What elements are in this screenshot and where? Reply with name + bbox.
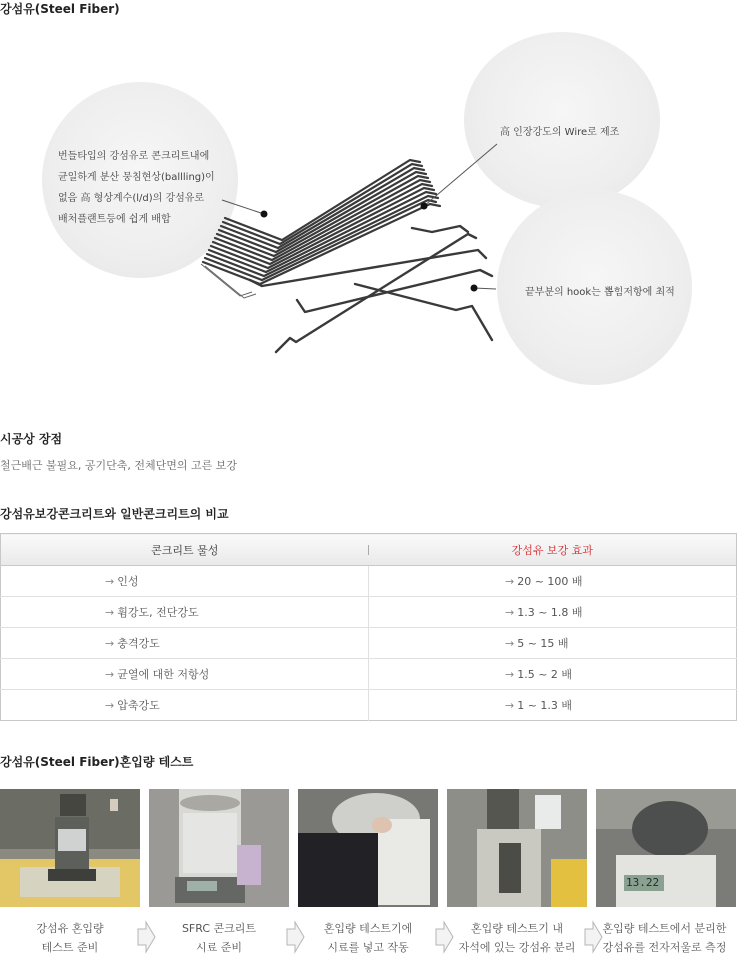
table-row [1,597,737,628]
arrow-icon: → [105,637,115,650]
step-caption-line: 자석에 있는 강섬유 분리 [458,941,576,954]
test-steps [0,789,737,964]
arrow-icon: → [105,699,115,712]
effect-value: 1.3 ~ 1.8 배 [517,606,583,619]
page-title: 강섬유(Steel Fiber) [0,2,120,16]
step-caption [443,919,591,957]
scale-readout: 13.22 [626,876,660,889]
step-caption-line: 테스트 준비 [41,941,99,954]
table-row [1,566,737,597]
steel-fiber-illustration [0,22,737,402]
advantages-heading: 시공상 장점 [0,432,63,446]
arrow-icon: → [105,575,115,588]
bubble-left-line: 번들타입의 강섬유로 콘크리트내에 [58,151,210,162]
arrow-icon: → [505,606,515,619]
arrow-icon: → [505,637,515,650]
photo-scale-measurement [596,789,736,907]
effect-cell [369,690,737,721]
step-caption-line: 혼입량 테스트기에 [323,922,413,935]
photo-load-tester [298,789,438,907]
arrow-icon: → [505,575,515,588]
column-header-property: 콘크리트 물성 [1,534,369,566]
effect-cell [369,659,737,690]
arrow-icon: → [505,699,515,712]
bubble-left-line: 없음 高 형상계수(l/d)의 강섬유로 [58,193,205,204]
arrow-icon: → [105,606,115,619]
table-row [1,628,737,659]
table-row [1,659,737,690]
property-cell [1,659,369,690]
step-caption-line: 혼입량 테스트에서 분리한 [602,922,727,935]
effect-value: 5 ~ 15 배 [517,637,569,650]
bubble-top-text: 高 인장강도의 Wire로 제조 [500,127,620,138]
step-caption [592,919,737,957]
table-header-row [1,534,737,566]
step-caption-line: SFRC 콘크리트 [181,922,257,935]
property-cell [1,628,369,659]
photo-sfrc-sample [149,789,289,907]
arrow-icon: → [105,668,115,681]
step-caption [145,919,293,957]
property-label: 인성 [117,575,139,588]
property-label: 충격강도 [117,637,160,650]
step-caption-line: 강섬유 혼입량 [36,922,104,935]
property-label: 균열에 대한 저항성 [117,668,210,681]
property-label: 압축강도 [117,699,160,712]
effect-value: 1.5 ~ 2 배 [517,668,573,681]
arrow-icon: → [505,668,515,681]
effect-value: 20 ~ 100 배 [517,575,583,588]
step-caption [0,919,144,957]
photo-test-preparation [0,789,140,907]
photo-magnet-separation [447,789,587,907]
table-row [1,690,737,721]
column-header-effect: 강섬유 보강 효과 [369,534,737,566]
property-label: 휨강도, 전단강도 [117,606,199,619]
step-caption-line: 혼입량 테스트기 내 [470,922,563,935]
step-caption [294,919,442,957]
comparison-table [0,533,737,721]
step-caption-line: 시료를 넣고 작동 [327,941,409,954]
effect-value: 1 ~ 1.3 배 [517,699,573,712]
bubble-left-line: 배처플랜트등에 쉽게 배합 [58,214,171,225]
effect-cell [369,628,737,659]
test-heading: 강섬유(Steel Fiber)혼입량 테스트 [0,755,194,769]
bubble-right-text: 끝부분의 hook는 뽑힘저항에 최적 [525,287,675,298]
bubble-left-text [58,146,215,230]
advantages-text: 철근배근 불필요, 공기단축, 전체단면의 고른 보강 [0,459,237,472]
step-caption-line: 시료 준비 [195,941,242,954]
property-cell [1,597,369,628]
bubble-left-line: 균일하게 분산 뭉침현상(ballling)이 [58,172,215,183]
effect-cell [369,566,737,597]
step-caption-line: 강섬유를 전자저울로 측정 [602,941,727,954]
effect-cell [369,597,737,628]
property-cell [1,690,369,721]
property-cell [1,566,369,597]
comparison-heading: 강섬유보강콘크리트와 일반콘크리트의 비교 [0,507,229,521]
